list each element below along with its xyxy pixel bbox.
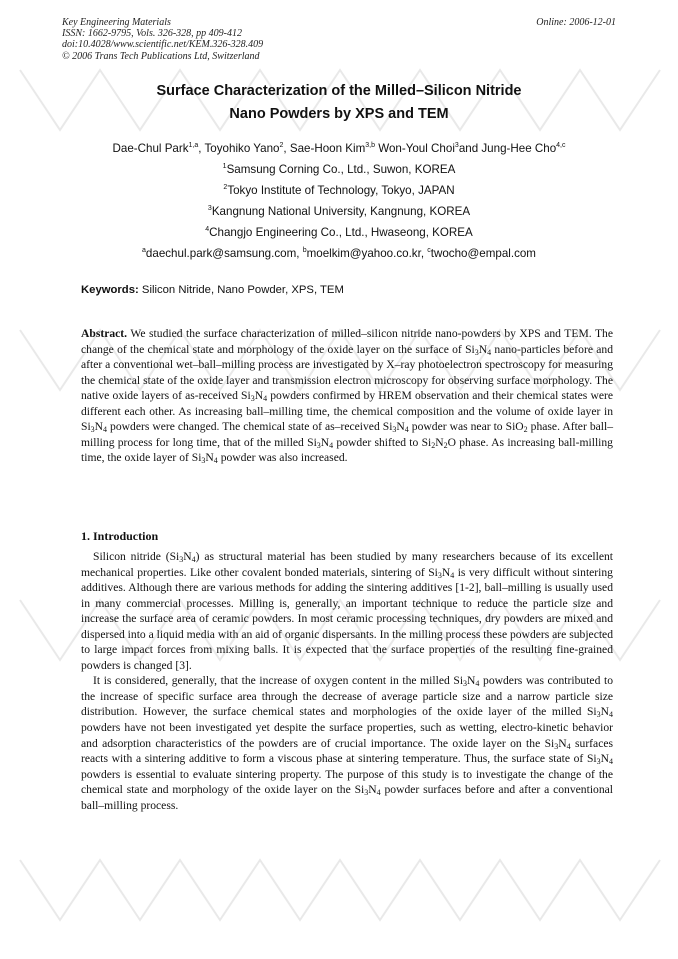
body-text: N xyxy=(368,783,377,797)
body-text: Silicon nitride (Si xyxy=(93,550,180,563)
author-sup: 2 xyxy=(279,142,284,149)
email-sup: b xyxy=(302,247,307,254)
subscript: 2 xyxy=(523,425,528,435)
abstract-text: N xyxy=(254,389,264,403)
subscript: 4 xyxy=(213,456,218,466)
body-text: powder surfaces before and after a conventional ball–milling process. xyxy=(81,783,613,812)
copyright-line: © 2006 Trans Tech Publications Ltd, Switzerland xyxy=(62,50,260,62)
abstract-text: N xyxy=(94,420,104,434)
abstract-text: N xyxy=(478,342,488,356)
online-date: Online: 2006-12-01 xyxy=(536,17,616,28)
abstract-text: powder shifted to Si xyxy=(333,435,432,449)
author-sup: 1,a xyxy=(188,142,199,149)
affiliation-text: Changjo Engineering Co., Ltd., Hwaseong, KOREA xyxy=(209,226,473,239)
body-text: surfaces reacts with a sintering additive to form a viscous phase at sintering temperature. Thus, the surface state of Si xyxy=(81,736,613,766)
author-name: and Jung-Hee Cho xyxy=(458,142,557,155)
author-sup: 3 xyxy=(454,142,459,149)
paper-title xyxy=(62,80,616,126)
author-name: Dae-Chul Park xyxy=(112,142,189,155)
keywords-line xyxy=(81,284,611,296)
subscript: 3 xyxy=(201,456,206,466)
subscript: 4 xyxy=(609,757,613,767)
subscript: 3 xyxy=(250,394,255,404)
author-list xyxy=(62,138,616,159)
keywords-text: Silicon Nitride, Nano Powder, XPS, TEM xyxy=(138,284,344,296)
subscript: 4 xyxy=(450,570,455,580)
affiliation-sup: 2 xyxy=(223,184,228,191)
abstract-text: O phase. As increasing ball-milling time, the oxide layer of Si xyxy=(81,435,613,465)
body-text: N xyxy=(558,736,567,750)
abstract-text: nano-particles before and after a conventional wet–ball–milling process are investigated by X–ray photoelectron spectroscopy for measuring the chemical state of the oxide layer and transmission electron microscopy for observing surface morphology. The native oxide layers of as-received Si xyxy=(81,342,613,403)
abstract-text: powders confirmed by HREM observation and their chemical states were different each other. As increasing ball–milling time, the chemical composition and the volume of oxide layer in Si xyxy=(81,389,613,434)
abstract-text: We studied the surface characterization of milled–silicon nitride nano-powders by XPS and TEM. The change of the chemical state and morphology of the oxide layer on the surface of Si xyxy=(81,327,613,356)
email-sup: c xyxy=(427,247,431,254)
author-name: , Sae-Hoon Kim xyxy=(283,142,366,155)
body-text: powders was contributed to the increase of specific surface area through the decrease of average particle size and a narrow particle size distribution. However, the surface chemical states and morphologies of the oxide layer of the milled Si xyxy=(81,674,613,719)
email-link[interactable]: twocho@empal.com xyxy=(430,247,536,260)
abstract-text: powder was also increased. xyxy=(217,451,348,465)
body-text: powders is essential to evaluate sintering property. The purpose of this study is to investigate the change of the chemical state and morphology of the oxide layer on the Si xyxy=(81,767,613,797)
body-text: ) as structural material has been studied by many researchers because of its excellent mechanical properties. Like other covalent bonded materials, sintering of Si xyxy=(81,550,613,579)
affiliation xyxy=(62,180,616,201)
title-line-1: Surface Characterization of the Milled–Silicon Nitride xyxy=(156,83,522,99)
subscript: 4 xyxy=(329,440,334,450)
affiliation xyxy=(62,222,616,243)
subscript: 3 xyxy=(596,757,601,767)
issn-line: ISSN: 1662-9795, Vols. 326-328, pp 409-412 xyxy=(62,28,242,40)
abstract-text: powder was near to SiO xyxy=(408,420,524,434)
doi-line: doi:10.4028/www.scientific.net/KEM.326-328.409 xyxy=(62,39,264,51)
author-sup: 4,c xyxy=(556,142,566,149)
author-name: , Toyohiko Yano xyxy=(198,142,280,155)
affiliation-text: Samsung Corning Co., Ltd., Suwon, KOREA xyxy=(226,163,456,176)
subscript: 4 xyxy=(487,347,492,357)
body-text: It is considered, generally, that the increase of oxygen content in the milled Si xyxy=(93,674,464,688)
subscript: 3 xyxy=(474,347,479,357)
body-text: N xyxy=(183,550,192,563)
abstract-text: N xyxy=(396,420,405,434)
subscript: 4 xyxy=(191,555,196,564)
body-text: is very difficult without sintering additives. Although there are various methods for adding the sintering additives [1-2], ball–milling is usually used in many commercial processes. Milling is, generally, an important technique to reduce the particle size and increase the surface area of ceramic powders. In most ceramic processing techniques, dry powders are mixed and dispersed into a liquid media with an aid of organic dispersants. In the milling process these powders are subjected to large impact forces from mixing balls. It is expected that the surface properties of the resulting fine-grained powders is changed [3]. xyxy=(81,565,613,672)
author-sup: 3,b xyxy=(365,142,375,149)
subscript: 3 xyxy=(90,425,95,435)
email-line xyxy=(62,243,616,264)
author-block xyxy=(62,138,616,264)
affiliation-text: Tokyo Institute of Technology, Tokyo, JAPAN xyxy=(227,184,455,197)
subscript: 3 xyxy=(364,788,369,798)
journal-name: Key Engineering Materials xyxy=(62,17,171,28)
subscript: 3 xyxy=(463,679,468,689)
abstract-text: N xyxy=(205,451,214,465)
subscript: 4 xyxy=(404,425,409,435)
title-line-2: Nano Powders by XPS and TEM xyxy=(229,106,449,122)
subscript: 3 xyxy=(316,440,321,450)
journal-header xyxy=(62,17,616,62)
subscript: 4 xyxy=(376,788,381,798)
affiliation xyxy=(62,201,616,222)
subscript: 2 xyxy=(431,440,436,450)
author-name: Won-Youl Choi xyxy=(374,142,455,155)
subscript: 4 xyxy=(103,425,108,435)
subscript: 4 xyxy=(263,394,268,404)
email-link[interactable]: daechul.park@samsung.com, xyxy=(145,247,303,260)
email-sup: a xyxy=(142,247,146,254)
affiliation-text: Kangnung National University, Kangnung, KOREA xyxy=(211,205,471,218)
abstract-text: powders were changed. The chemical state of as–received Si xyxy=(107,420,393,434)
body-text: powders have not been investigated yet despite the surface properties, such as wetting, electro-kinetic behavior and adsorption characteristics of the powders are of crucial importance. The oxide layer on the Si xyxy=(81,721,613,750)
affiliation-sup: 3 xyxy=(207,205,212,212)
subscript: 4 xyxy=(609,710,613,720)
abstract-label: Abstract. xyxy=(81,327,128,340)
intro-paragraph-1 xyxy=(81,549,613,673)
subscript: 3 xyxy=(554,741,559,751)
affiliation-sup: 4 xyxy=(205,226,210,233)
abstract-paragraph xyxy=(81,326,613,466)
subscript: 3 xyxy=(596,710,601,720)
subscript: 2 xyxy=(443,440,448,450)
affiliation xyxy=(62,159,616,180)
intro-paragraph-2 xyxy=(81,673,613,813)
subscript: 3 xyxy=(179,555,184,564)
affiliation-sup: 1 xyxy=(222,163,227,170)
body-text: N xyxy=(467,674,476,688)
body-text: N xyxy=(441,565,451,579)
introduction-body xyxy=(81,549,613,813)
subscript: 3 xyxy=(437,570,442,580)
abstract-text: phase. After ball–milling process for long time, that of the milled Si xyxy=(81,420,614,449)
body-text: N xyxy=(600,752,609,766)
email-link[interactable]: moelkim@yahoo.co.kr, xyxy=(306,247,428,260)
subscript: 4 xyxy=(566,741,571,751)
keywords-label: Keywords: xyxy=(81,284,139,296)
subscript: 4 xyxy=(475,679,480,689)
abstract-text: N xyxy=(320,435,330,449)
subscript: 3 xyxy=(392,425,397,435)
section-heading-introduction: 1. Introduction xyxy=(81,529,159,543)
body-text: N xyxy=(600,705,609,719)
abstract-text: N xyxy=(435,435,444,449)
